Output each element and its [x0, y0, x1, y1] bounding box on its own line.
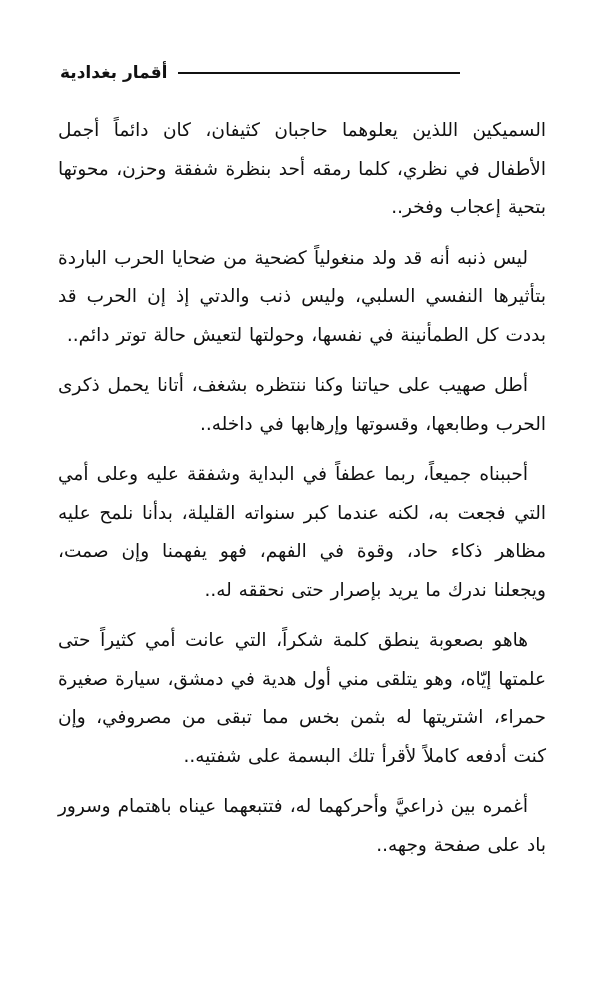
paragraph-4: أحببناه جميعاً، ربما عطفاً في البداية وشفقة عليه وعلى أمي التي فجعت به، لكنه عندما كبر سنواته القليلة، بدأنا نلمح عليه مظاهر ذكاء حاد، وقوة في الفهم، فهو يفهمنا وإن صمت، ويجعلنا ندرك ما يريد بإصرار حتى نحققه له.. — [58, 464, 546, 601]
paragraph-5: هاهو بصعوبة ينطق كلمة شكراً، التي عانت أمي كثيراً حتى علمتها إيّاه، وهو يتلقى مني أول هدية في دمشق، سيارة صغيرة حمراء، اشتريتها له بثمن بخس مما تبقى من مصروفي، وإن كنت أدفعه كاملاً لأقرأ تلك البسمة على شفتيه.. — [58, 630, 546, 767]
paragraph-2: ليس ذنبه أنه قد ولد منغولياً كضحية من ضحايا الحرب الباردة بتأثيرها النفسي السلبي، وليس ذنب والدتي إذ إن الحرب قد بددت كل الطمأنينة في نفسها، وحولتها لتعيش حالة توتر دائم.. — [58, 247, 546, 346]
header-rule — [178, 72, 461, 74]
running-header — [60, 58, 460, 88]
paragraph-6: أغمره بين ذراعيَّ وأحركهما له، فتتبعهما عيناه باهتمام وسرور باد على صفحة وجهه.. — [58, 796, 546, 856]
paragraph-1: السميكين اللذين يعلوهما حاجبان كثيفان، كان دائماً أجمل الأطفال في نظري، كلما رمقه أحد بنظرة شفقة وحزن، محوتها بتحية إعجاب وفخر.. — [58, 120, 546, 218]
body-text — [58, 112, 546, 877]
paragraph-3: أطل صهيب على حياتنا وكنا ننتظره بشغف، أتانا يحمل ذكرى الحرب وطابعها، وقسوتها وإرهابها في داخله.. — [58, 375, 546, 435]
running-title: أقمار بغدادية — [60, 63, 168, 83]
